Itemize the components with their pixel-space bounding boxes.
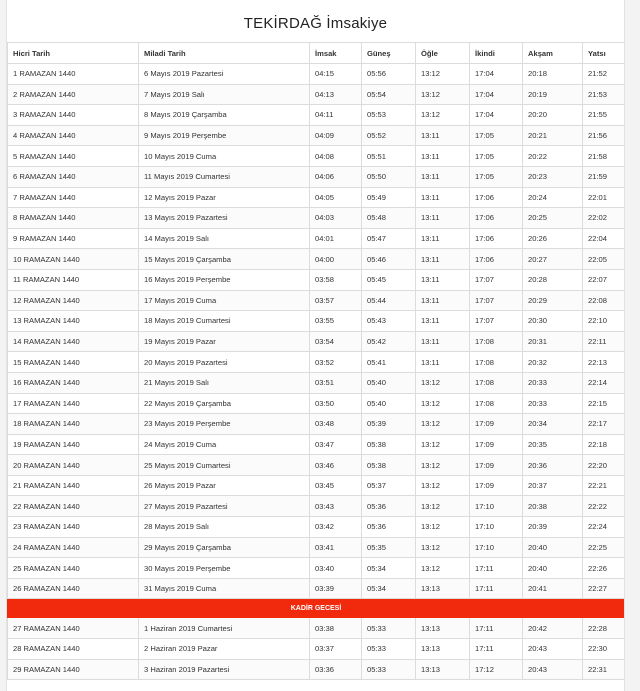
cell-imsak: 03:46 bbox=[310, 455, 362, 476]
header-yatsi: Yatsı bbox=[583, 43, 625, 64]
header-aksam: Akşam bbox=[523, 43, 583, 64]
cell-ogle: 13:11 bbox=[416, 125, 470, 146]
table-row bbox=[8, 659, 625, 680]
kadir-gecesi-label: KADİR GECESİ bbox=[8, 599, 625, 618]
cell-yatsi: 21:58 bbox=[583, 146, 625, 167]
cell-ogle: 13:11 bbox=[416, 146, 470, 167]
cell-miladi-tarih: 9 Mayıs 2019 Perşembe bbox=[139, 125, 310, 146]
cell-hicri-tarih: 27 RAMAZAN 1440 bbox=[8, 618, 139, 639]
cell-ikindi: 17:06 bbox=[470, 208, 523, 229]
header-ogle: Öğle bbox=[416, 43, 470, 64]
cell-ogle: 13:13 bbox=[416, 618, 470, 639]
cell-imsak: 03:37 bbox=[310, 639, 362, 660]
cell-miladi-tarih: 17 Mayıs 2019 Cuma bbox=[139, 290, 310, 311]
cell-hicri-tarih: 8 RAMAZAN 1440 bbox=[8, 208, 139, 229]
cell-hicri-tarih: 1 RAMAZAN 1440 bbox=[8, 64, 139, 85]
cell-hicri-tarih: 6 RAMAZAN 1440 bbox=[8, 166, 139, 187]
cell-miladi-tarih: 28 Mayıs 2019 Salı bbox=[139, 517, 310, 538]
cell-ogle: 13:11 bbox=[416, 249, 470, 270]
cell-ogle: 13:12 bbox=[416, 475, 470, 496]
cell-ogle: 13:11 bbox=[416, 208, 470, 229]
cell-yatsi: 22:10 bbox=[583, 311, 625, 332]
cell-hicri-tarih: 13 RAMAZAN 1440 bbox=[8, 311, 139, 332]
cell-imsak: 03:40 bbox=[310, 558, 362, 579]
cell-imsak: 03:52 bbox=[310, 352, 362, 373]
cell-hicri-tarih: 7 RAMAZAN 1440 bbox=[8, 187, 139, 208]
cell-yatsi: 22:13 bbox=[583, 352, 625, 373]
table-row bbox=[8, 269, 625, 290]
cell-miladi-tarih: 26 Mayıs 2019 Pazar bbox=[139, 475, 310, 496]
cell-aksam: 20:33 bbox=[523, 372, 583, 393]
cell-ogle: 13:12 bbox=[416, 372, 470, 393]
cell-aksam: 20:21 bbox=[523, 125, 583, 146]
cell-gunes: 05:47 bbox=[362, 228, 416, 249]
cell-yatsi: 22:05 bbox=[583, 249, 625, 270]
cell-miladi-tarih: 19 Mayıs 2019 Pazar bbox=[139, 331, 310, 352]
cell-miladi-tarih: 10 Mayıs 2019 Cuma bbox=[139, 146, 310, 167]
cell-ikindi: 17:09 bbox=[470, 414, 523, 435]
table-row bbox=[8, 639, 625, 660]
cell-ogle: 13:11 bbox=[416, 311, 470, 332]
cell-hicri-tarih: 17 RAMAZAN 1440 bbox=[8, 393, 139, 414]
cell-ogle: 13:12 bbox=[416, 64, 470, 85]
cell-hicri-tarih: 4 RAMAZAN 1440 bbox=[8, 125, 139, 146]
cell-ikindi: 17:09 bbox=[470, 434, 523, 455]
table-row bbox=[8, 125, 625, 146]
cell-hicri-tarih: 10 RAMAZAN 1440 bbox=[8, 249, 139, 270]
cell-ogle: 13:12 bbox=[416, 496, 470, 517]
cell-ogle: 13:12 bbox=[416, 455, 470, 476]
cell-yatsi: 22:18 bbox=[583, 434, 625, 455]
cell-yatsi: 22:07 bbox=[583, 269, 625, 290]
cell-imsak: 04:15 bbox=[310, 64, 362, 85]
cell-aksam: 20:27 bbox=[523, 249, 583, 270]
cell-miladi-tarih: 23 Mayıs 2019 Perşembe bbox=[139, 414, 310, 435]
cell-ikindi: 17:08 bbox=[470, 331, 523, 352]
cell-hicri-tarih: 5 RAMAZAN 1440 bbox=[8, 146, 139, 167]
cell-gunes: 05:36 bbox=[362, 496, 416, 517]
cell-yatsi: 22:27 bbox=[583, 578, 625, 599]
table-row bbox=[8, 311, 625, 332]
cell-aksam: 20:40 bbox=[523, 558, 583, 579]
cell-ikindi: 17:10 bbox=[470, 517, 523, 538]
cell-aksam: 20:37 bbox=[523, 475, 583, 496]
cell-gunes: 05:37 bbox=[362, 475, 416, 496]
cell-ikindi: 17:12 bbox=[470, 659, 523, 680]
page-title: TEKİRDAĞ İmsakiye bbox=[243, 15, 388, 32]
cell-hicri-tarih: 15 RAMAZAN 1440 bbox=[8, 352, 139, 373]
header-imsak: İmsak bbox=[310, 43, 362, 64]
cell-gunes: 05:36 bbox=[362, 517, 416, 538]
cell-aksam: 20:42 bbox=[523, 618, 583, 639]
cell-ikindi: 17:04 bbox=[470, 64, 523, 85]
cell-gunes: 05:35 bbox=[362, 537, 416, 558]
cell-hicri-tarih: 25 RAMAZAN 1440 bbox=[8, 558, 139, 579]
cell-aksam: 20:22 bbox=[523, 146, 583, 167]
cell-gunes: 05:45 bbox=[362, 269, 416, 290]
cell-aksam: 20:19 bbox=[523, 84, 583, 105]
cell-aksam: 20:33 bbox=[523, 393, 583, 414]
cell-imsak: 04:05 bbox=[310, 187, 362, 208]
cell-hicri-tarih: 28 RAMAZAN 1440 bbox=[8, 639, 139, 660]
imsakiye-table bbox=[7, 42, 625, 680]
cell-hicri-tarih: 24 RAMAZAN 1440 bbox=[8, 537, 139, 558]
cell-ogle: 13:12 bbox=[416, 393, 470, 414]
cell-gunes: 05:38 bbox=[362, 455, 416, 476]
cell-yatsi: 22:08 bbox=[583, 290, 625, 311]
cell-aksam: 20:32 bbox=[523, 352, 583, 373]
cell-gunes: 05:39 bbox=[362, 414, 416, 435]
cell-gunes: 05:33 bbox=[362, 639, 416, 660]
table-row bbox=[8, 578, 625, 599]
cell-imsak: 04:11 bbox=[310, 105, 362, 126]
cell-hicri-tarih: 14 RAMAZAN 1440 bbox=[8, 331, 139, 352]
cell-gunes: 05:52 bbox=[362, 125, 416, 146]
cell-miladi-tarih: 20 Mayıs 2019 Pazartesi bbox=[139, 352, 310, 373]
cell-ikindi: 17:04 bbox=[470, 105, 523, 126]
cell-miladi-tarih: 21 Mayıs 2019 Salı bbox=[139, 372, 310, 393]
cell-gunes: 05:51 bbox=[362, 146, 416, 167]
table-row bbox=[8, 496, 625, 517]
header-hicri-tarih: Hicri Tarih bbox=[8, 43, 139, 64]
cell-yatsi: 22:15 bbox=[583, 393, 625, 414]
cell-aksam: 20:39 bbox=[523, 517, 583, 538]
table-row bbox=[8, 414, 625, 435]
cell-aksam: 20:25 bbox=[523, 208, 583, 229]
cell-ogle: 13:11 bbox=[416, 290, 470, 311]
table-row bbox=[8, 84, 625, 105]
cell-hicri-tarih: 12 RAMAZAN 1440 bbox=[8, 290, 139, 311]
cell-hicri-tarih: 16 RAMAZAN 1440 bbox=[8, 372, 139, 393]
cell-miladi-tarih: 27 Mayıs 2019 Pazartesi bbox=[139, 496, 310, 517]
table-row bbox=[8, 352, 625, 373]
cell-gunes: 05:53 bbox=[362, 105, 416, 126]
cell-gunes: 05:44 bbox=[362, 290, 416, 311]
cell-ikindi: 17:11 bbox=[470, 618, 523, 639]
cell-ikindi: 17:05 bbox=[470, 125, 523, 146]
cell-imsak: 03:36 bbox=[310, 659, 362, 680]
cell-ikindi: 17:08 bbox=[470, 352, 523, 373]
cell-hicri-tarih: 9 RAMAZAN 1440 bbox=[8, 228, 139, 249]
cell-miladi-tarih: 8 Mayıs 2019 Çarşamba bbox=[139, 105, 310, 126]
cell-ogle: 13:12 bbox=[416, 105, 470, 126]
cell-ogle: 13:12 bbox=[416, 434, 470, 455]
cell-yatsi: 22:25 bbox=[583, 537, 625, 558]
cell-ogle: 13:11 bbox=[416, 166, 470, 187]
cell-yatsi: 22:24 bbox=[583, 517, 625, 538]
cell-gunes: 05:40 bbox=[362, 372, 416, 393]
cell-ikindi: 17:06 bbox=[470, 228, 523, 249]
cell-miladi-tarih: 29 Mayıs 2019 Çarşamba bbox=[139, 537, 310, 558]
cell-miladi-tarih: 30 Mayıs 2019 Perşembe bbox=[139, 558, 310, 579]
cell-yatsi: 21:55 bbox=[583, 105, 625, 126]
table-row bbox=[8, 228, 625, 249]
table-row bbox=[8, 290, 625, 311]
cell-yatsi: 22:28 bbox=[583, 618, 625, 639]
cell-hicri-tarih: 18 RAMAZAN 1440 bbox=[8, 414, 139, 435]
cell-ikindi: 17:05 bbox=[470, 166, 523, 187]
cell-hicri-tarih: 3 RAMAZAN 1440 bbox=[8, 105, 139, 126]
cell-aksam: 20:41 bbox=[523, 578, 583, 599]
cell-ikindi: 17:11 bbox=[470, 639, 523, 660]
cell-ikindi: 17:04 bbox=[470, 84, 523, 105]
table-row bbox=[8, 166, 625, 187]
table-row bbox=[8, 475, 625, 496]
cell-ikindi: 17:06 bbox=[470, 187, 523, 208]
cell-hicri-tarih: 11 RAMAZAN 1440 bbox=[8, 269, 139, 290]
cell-yatsi: 22:04 bbox=[583, 228, 625, 249]
cell-miladi-tarih: 18 Mayıs 2019 Cumartesi bbox=[139, 311, 310, 332]
cell-miladi-tarih: 22 Mayıs 2019 Çarşamba bbox=[139, 393, 310, 414]
cell-miladi-tarih: 3 Haziran 2019 Pazartesi bbox=[139, 659, 310, 680]
cell-yatsi: 22:01 bbox=[583, 187, 625, 208]
cell-gunes: 05:43 bbox=[362, 311, 416, 332]
cell-aksam: 20:26 bbox=[523, 228, 583, 249]
cell-imsak: 03:39 bbox=[310, 578, 362, 599]
table-row bbox=[8, 249, 625, 270]
cell-aksam: 20:31 bbox=[523, 331, 583, 352]
cell-hicri-tarih: 29 RAMAZAN 1440 bbox=[8, 659, 139, 680]
cell-imsak: 03:48 bbox=[310, 414, 362, 435]
cell-miladi-tarih: 15 Mayıs 2019 Çarşamba bbox=[139, 249, 310, 270]
cell-hicri-tarih: 26 RAMAZAN 1440 bbox=[8, 578, 139, 599]
cell-miladi-tarih: 6 Mayıs 2019 Pazartesi bbox=[139, 64, 310, 85]
imsakiye-card bbox=[6, 0, 625, 691]
table-row bbox=[8, 146, 625, 167]
cell-miladi-tarih: 2 Haziran 2019 Pazar bbox=[139, 639, 310, 660]
cell-yatsi: 22:20 bbox=[583, 455, 625, 476]
cell-hicri-tarih: 21 RAMAZAN 1440 bbox=[8, 475, 139, 496]
cell-imsak: 03:57 bbox=[310, 290, 362, 311]
cell-imsak: 03:42 bbox=[310, 517, 362, 538]
cell-yatsi: 21:52 bbox=[583, 64, 625, 85]
cell-ikindi: 17:08 bbox=[470, 393, 523, 414]
table-header-row bbox=[8, 43, 625, 64]
cell-miladi-tarih: 13 Mayıs 2019 Pazartesi bbox=[139, 208, 310, 229]
table-row bbox=[8, 558, 625, 579]
cell-gunes: 05:34 bbox=[362, 578, 416, 599]
cell-yatsi: 22:14 bbox=[583, 372, 625, 393]
cell-aksam: 20:43 bbox=[523, 659, 583, 680]
cell-ogle: 13:11 bbox=[416, 331, 470, 352]
cell-miladi-tarih: 16 Mayıs 2019 Perşembe bbox=[139, 269, 310, 290]
cell-miladi-tarih: 24 Mayıs 2019 Cuma bbox=[139, 434, 310, 455]
cell-gunes: 05:33 bbox=[362, 618, 416, 639]
header-miladi-tarih: Miladi Tarih bbox=[139, 43, 310, 64]
cell-miladi-tarih: 25 Mayıs 2019 Cumartesi bbox=[139, 455, 310, 476]
cell-aksam: 20:43 bbox=[523, 639, 583, 660]
cell-ikindi: 17:07 bbox=[470, 269, 523, 290]
table-row bbox=[8, 187, 625, 208]
cell-imsak: 04:01 bbox=[310, 228, 362, 249]
cell-ikindi: 17:10 bbox=[470, 496, 523, 517]
cell-ikindi: 17:10 bbox=[470, 537, 523, 558]
cell-yatsi: 21:53 bbox=[583, 84, 625, 105]
cell-aksam: 20:28 bbox=[523, 269, 583, 290]
table-row bbox=[8, 64, 625, 85]
cell-aksam: 20:23 bbox=[523, 166, 583, 187]
cell-ogle: 13:13 bbox=[416, 578, 470, 599]
cell-gunes: 05:54 bbox=[362, 84, 416, 105]
cell-ikindi: 17:08 bbox=[470, 372, 523, 393]
cell-aksam: 20:20 bbox=[523, 105, 583, 126]
cell-ogle: 13:12 bbox=[416, 558, 470, 579]
cell-gunes: 05:56 bbox=[362, 64, 416, 85]
table-row bbox=[8, 105, 625, 126]
cell-imsak: 04:08 bbox=[310, 146, 362, 167]
table-row bbox=[8, 331, 625, 352]
header-ikindi: İkindi bbox=[470, 43, 523, 64]
header-gunes: Güneş bbox=[362, 43, 416, 64]
cell-aksam: 20:29 bbox=[523, 290, 583, 311]
cell-gunes: 05:50 bbox=[362, 166, 416, 187]
cell-ogle: 13:12 bbox=[416, 537, 470, 558]
table-row bbox=[8, 434, 625, 455]
cell-miladi-tarih: 7 Mayıs 2019 Salı bbox=[139, 84, 310, 105]
cell-ogle: 13:11 bbox=[416, 269, 470, 290]
cell-aksam: 20:38 bbox=[523, 496, 583, 517]
cell-imsak: 03:47 bbox=[310, 434, 362, 455]
cell-hicri-tarih: 23 RAMAZAN 1440 bbox=[8, 517, 139, 538]
cell-miladi-tarih: 31 Mayıs 2019 Cuma bbox=[139, 578, 310, 599]
cell-gunes: 05:41 bbox=[362, 352, 416, 373]
table-row bbox=[8, 455, 625, 476]
cell-imsak: 03:51 bbox=[310, 372, 362, 393]
cell-aksam: 20:34 bbox=[523, 414, 583, 435]
cell-yatsi: 21:59 bbox=[583, 166, 625, 187]
cell-yatsi: 22:26 bbox=[583, 558, 625, 579]
cell-imsak: 04:00 bbox=[310, 249, 362, 270]
cell-ogle: 13:11 bbox=[416, 228, 470, 249]
cell-yatsi: 22:30 bbox=[583, 639, 625, 660]
cell-aksam: 20:18 bbox=[523, 64, 583, 85]
cell-yatsi: 21:56 bbox=[583, 125, 625, 146]
cell-hicri-tarih: 20 RAMAZAN 1440 bbox=[8, 455, 139, 476]
cell-imsak: 03:45 bbox=[310, 475, 362, 496]
cell-imsak: 03:41 bbox=[310, 537, 362, 558]
cell-yatsi: 22:22 bbox=[583, 496, 625, 517]
cell-hicri-tarih: 2 RAMAZAN 1440 bbox=[8, 84, 139, 105]
cell-ogle: 13:12 bbox=[416, 517, 470, 538]
cell-gunes: 05:38 bbox=[362, 434, 416, 455]
cell-aksam: 20:36 bbox=[523, 455, 583, 476]
cell-ikindi: 17:05 bbox=[470, 146, 523, 167]
cell-imsak: 03:38 bbox=[310, 618, 362, 639]
cell-gunes: 05:46 bbox=[362, 249, 416, 270]
table-row bbox=[8, 372, 625, 393]
cell-ikindi: 17:06 bbox=[470, 249, 523, 270]
cell-gunes: 05:49 bbox=[362, 187, 416, 208]
cell-hicri-tarih: 22 RAMAZAN 1440 bbox=[8, 496, 139, 517]
cell-hicri-tarih: 19 RAMAZAN 1440 bbox=[8, 434, 139, 455]
cell-ikindi: 17:09 bbox=[470, 475, 523, 496]
cell-aksam: 20:40 bbox=[523, 537, 583, 558]
cell-imsak: 03:58 bbox=[310, 269, 362, 290]
table-row bbox=[8, 517, 625, 538]
cell-aksam: 20:35 bbox=[523, 434, 583, 455]
cell-yatsi: 22:21 bbox=[583, 475, 625, 496]
table-row bbox=[8, 208, 625, 229]
cell-ikindi: 17:11 bbox=[470, 578, 523, 599]
cell-gunes: 05:42 bbox=[362, 331, 416, 352]
cell-imsak: 04:06 bbox=[310, 166, 362, 187]
cell-miladi-tarih: 14 Mayıs 2019 Salı bbox=[139, 228, 310, 249]
cell-ogle: 13:12 bbox=[416, 84, 470, 105]
cell-yatsi: 22:17 bbox=[583, 414, 625, 435]
table-row bbox=[8, 618, 625, 639]
cell-ogle: 13:11 bbox=[416, 352, 470, 373]
cell-imsak: 03:55 bbox=[310, 311, 362, 332]
cell-aksam: 20:24 bbox=[523, 187, 583, 208]
cell-imsak: 03:54 bbox=[310, 331, 362, 352]
cell-imsak: 04:09 bbox=[310, 125, 362, 146]
cell-imsak: 04:13 bbox=[310, 84, 362, 105]
cell-yatsi: 22:11 bbox=[583, 331, 625, 352]
cell-gunes: 05:48 bbox=[362, 208, 416, 229]
table-row bbox=[8, 393, 625, 414]
cell-ogle: 13:11 bbox=[416, 187, 470, 208]
cell-imsak: 03:50 bbox=[310, 393, 362, 414]
cell-miladi-tarih: 1 Haziran 2019 Cumartesi bbox=[139, 618, 310, 639]
cell-gunes: 05:33 bbox=[362, 659, 416, 680]
cell-gunes: 05:40 bbox=[362, 393, 416, 414]
cell-miladi-tarih: 12 Mayıs 2019 Pazar bbox=[139, 187, 310, 208]
cell-ogle: 13:13 bbox=[416, 659, 470, 680]
cell-ogle: 13:12 bbox=[416, 414, 470, 435]
cell-yatsi: 22:31 bbox=[583, 659, 625, 680]
cell-imsak: 03:43 bbox=[310, 496, 362, 517]
table-row bbox=[8, 537, 625, 558]
cell-yatsi: 22:02 bbox=[583, 208, 625, 229]
cell-ikindi: 17:09 bbox=[470, 455, 523, 476]
cell-ikindi: 17:07 bbox=[470, 290, 523, 311]
cell-miladi-tarih: 11 Mayıs 2019 Cumartesi bbox=[139, 166, 310, 187]
cell-ikindi: 17:07 bbox=[470, 311, 523, 332]
table-body bbox=[8, 64, 625, 680]
cell-ikindi: 17:11 bbox=[470, 558, 523, 579]
kadir-gecesi-row bbox=[8, 599, 625, 618]
cell-ogle: 13:13 bbox=[416, 639, 470, 660]
cell-aksam: 20:30 bbox=[523, 311, 583, 332]
cell-gunes: 05:34 bbox=[362, 558, 416, 579]
cell-imsak: 04:03 bbox=[310, 208, 362, 229]
